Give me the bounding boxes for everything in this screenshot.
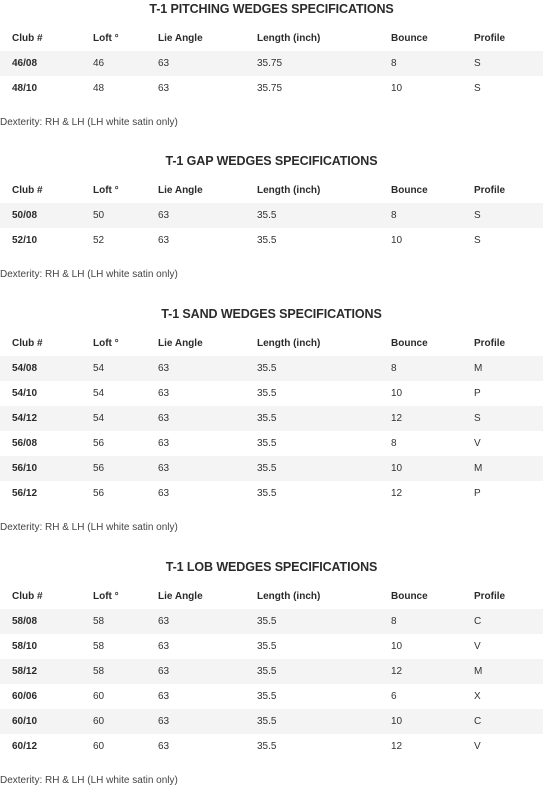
lie-angle-cell: 63	[158, 235, 170, 246]
length-cell: 35.5	[257, 488, 277, 499]
column-header: Length (inch)	[257, 338, 321, 349]
lie-angle-cell: 63	[158, 641, 170, 652]
bounce-cell: 10	[391, 388, 403, 399]
length-cell: 35.5	[257, 616, 277, 627]
loft-cell: 56	[93, 438, 105, 449]
club-cell: 54/08	[12, 363, 38, 374]
loft-cell: 54	[93, 413, 105, 424]
profile-cell: S	[474, 235, 481, 246]
table-row	[0, 659, 543, 684]
club-cell: 56/10	[12, 463, 38, 474]
table-row	[0, 456, 543, 481]
table-row	[0, 203, 543, 228]
club-cell: 58/08	[12, 616, 38, 627]
club-cell: 56/12	[12, 488, 38, 499]
club-cell: 48/10	[12, 83, 38, 94]
club-cell: 56/08	[12, 438, 38, 449]
profile-cell: S	[474, 210, 481, 221]
bounce-cell: 10	[391, 463, 403, 474]
column-header: Bounce	[391, 185, 428, 196]
club-cell: 52/10	[12, 235, 38, 246]
column-header: Lie Angle	[158, 185, 203, 196]
lie-angle-cell: 63	[158, 388, 170, 399]
column-header: Club #	[12, 185, 43, 196]
table-row	[0, 634, 543, 659]
profile-cell: C	[474, 616, 482, 627]
length-cell: 35.5	[257, 716, 277, 727]
lie-angle-cell: 63	[158, 58, 170, 69]
lie-angle-cell: 63	[158, 716, 170, 727]
bounce-cell: 8	[391, 210, 397, 221]
loft-cell: 60	[93, 716, 105, 727]
loft-cell: 48	[93, 83, 105, 94]
profile-cell: S	[474, 413, 481, 424]
club-cell: 58/10	[12, 641, 38, 652]
length-cell: 35.5	[257, 666, 277, 677]
bounce-cell: 8	[391, 438, 397, 449]
lie-angle-cell: 63	[158, 463, 170, 474]
column-header: Lie Angle	[158, 591, 203, 602]
section-title: T-1 PITCHING WEDGES SPECIFICATIONS	[149, 2, 394, 16]
column-header: Length (inch)	[257, 33, 321, 44]
table-header-row	[0, 331, 543, 356]
loft-cell: 46	[93, 58, 105, 69]
column-header: Club #	[12, 33, 43, 44]
table-row	[0, 709, 543, 734]
column-header: Profile	[474, 33, 506, 44]
table-row	[0, 356, 543, 381]
dexterity-note: Dexterity: RH & LH (LH white satin only)	[0, 269, 178, 280]
bounce-cell: 6	[391, 691, 397, 702]
section-title: T-1 SAND WEDGES SPECIFICATIONS	[161, 307, 382, 321]
club-cell: 60/12	[12, 741, 38, 752]
lie-angle-cell: 63	[158, 691, 170, 702]
table-row	[0, 684, 543, 709]
column-header: Bounce	[391, 33, 428, 44]
column-header: Profile	[474, 185, 506, 196]
profile-cell: P	[474, 488, 481, 499]
profile-cell: V	[474, 741, 481, 752]
lie-angle-cell: 63	[158, 83, 170, 94]
length-cell: 35.5	[257, 413, 277, 424]
table-header-row	[0, 178, 543, 203]
column-header: Length (inch)	[257, 185, 321, 196]
loft-cell: 58	[93, 666, 105, 677]
lie-angle-cell: 63	[158, 741, 170, 752]
table-row	[0, 406, 543, 431]
table-row	[0, 481, 543, 506]
column-header: Bounce	[391, 591, 428, 602]
column-header: Club #	[12, 591, 43, 602]
loft-cell: 52	[93, 235, 105, 246]
club-cell: 60/06	[12, 691, 38, 702]
table-row	[0, 431, 543, 456]
club-cell: 50/08	[12, 210, 38, 221]
dexterity-note: Dexterity: RH & LH (LH white satin only)	[0, 117, 178, 128]
length-cell: 35.5	[257, 235, 277, 246]
table-row	[0, 228, 543, 253]
lie-angle-cell: 63	[158, 210, 170, 221]
lie-angle-cell: 63	[158, 616, 170, 627]
table-header-row	[0, 584, 543, 609]
club-cell: 60/10	[12, 716, 38, 727]
bounce-cell: 12	[391, 666, 403, 677]
column-header: Loft °	[93, 591, 119, 602]
length-cell: 35.5	[257, 388, 277, 399]
length-cell: 35.5	[257, 438, 277, 449]
loft-cell: 56	[93, 463, 105, 474]
loft-cell: 60	[93, 691, 105, 702]
club-cell: 46/08	[12, 58, 38, 69]
club-cell: 54/12	[12, 413, 38, 424]
loft-cell: 60	[93, 741, 105, 752]
table-row	[0, 76, 543, 101]
table-row	[0, 381, 543, 406]
lie-angle-cell: 63	[158, 666, 170, 677]
column-header: Club #	[12, 338, 43, 349]
dexterity-note: Dexterity: RH & LH (LH white satin only)	[0, 522, 178, 533]
loft-cell: 54	[93, 388, 105, 399]
bounce-cell: 10	[391, 716, 403, 727]
bounce-cell: 12	[391, 741, 403, 752]
column-header: Profile	[474, 338, 506, 349]
profile-cell: M	[474, 363, 483, 374]
table-row	[0, 734, 543, 759]
column-header: Loft °	[93, 185, 119, 196]
bounce-cell: 8	[391, 363, 397, 374]
profile-cell: M	[474, 666, 483, 677]
length-cell: 35.5	[257, 641, 277, 652]
bounce-cell: 10	[391, 641, 403, 652]
bounce-cell: 10	[391, 235, 403, 246]
loft-cell: 58	[93, 616, 105, 627]
bounce-cell: 8	[391, 616, 397, 627]
bounce-cell: 12	[391, 488, 403, 499]
column-header: Length (inch)	[257, 591, 321, 602]
profile-cell: M	[474, 463, 483, 474]
length-cell: 35.75	[257, 83, 283, 94]
section-title: T-1 LOB WEDGES SPECIFICATIONS	[165, 560, 378, 574]
length-cell: 35.5	[257, 741, 277, 752]
profile-cell: P	[474, 388, 481, 399]
length-cell: 35.75	[257, 58, 283, 69]
table-row	[0, 51, 543, 76]
profile-cell: V	[474, 641, 481, 652]
bounce-cell: 10	[391, 83, 403, 94]
loft-cell: 54	[93, 363, 105, 374]
section-title: T-1 GAP WEDGES SPECIFICATIONS	[165, 154, 378, 168]
dexterity-note: Dexterity: RH & LH (LH white satin only)	[0, 775, 178, 786]
bounce-cell: 8	[391, 58, 397, 69]
profile-cell: C	[474, 716, 482, 727]
lie-angle-cell: 63	[158, 438, 170, 449]
profile-cell: X	[474, 691, 481, 702]
length-cell: 35.5	[257, 691, 277, 702]
profile-cell: V	[474, 438, 481, 449]
column-header: Loft °	[93, 33, 119, 44]
loft-cell: 58	[93, 641, 105, 652]
column-header: Lie Angle	[158, 338, 203, 349]
length-cell: 35.5	[257, 210, 277, 221]
table-header-row	[0, 26, 543, 51]
profile-cell: S	[474, 58, 481, 69]
bounce-cell: 12	[391, 413, 403, 424]
length-cell: 35.5	[257, 463, 277, 474]
lie-angle-cell: 63	[158, 363, 170, 374]
loft-cell: 56	[93, 488, 105, 499]
column-header: Profile	[474, 591, 506, 602]
column-header: Loft °	[93, 338, 119, 349]
length-cell: 35.5	[257, 363, 277, 374]
club-cell: 54/10	[12, 388, 38, 399]
lie-angle-cell: 63	[158, 488, 170, 499]
club-cell: 58/12	[12, 666, 38, 677]
table-row	[0, 609, 543, 634]
profile-cell: S	[474, 83, 481, 94]
column-header: Bounce	[391, 338, 428, 349]
lie-angle-cell: 63	[158, 413, 170, 424]
loft-cell: 50	[93, 210, 105, 221]
column-header: Lie Angle	[158, 33, 203, 44]
